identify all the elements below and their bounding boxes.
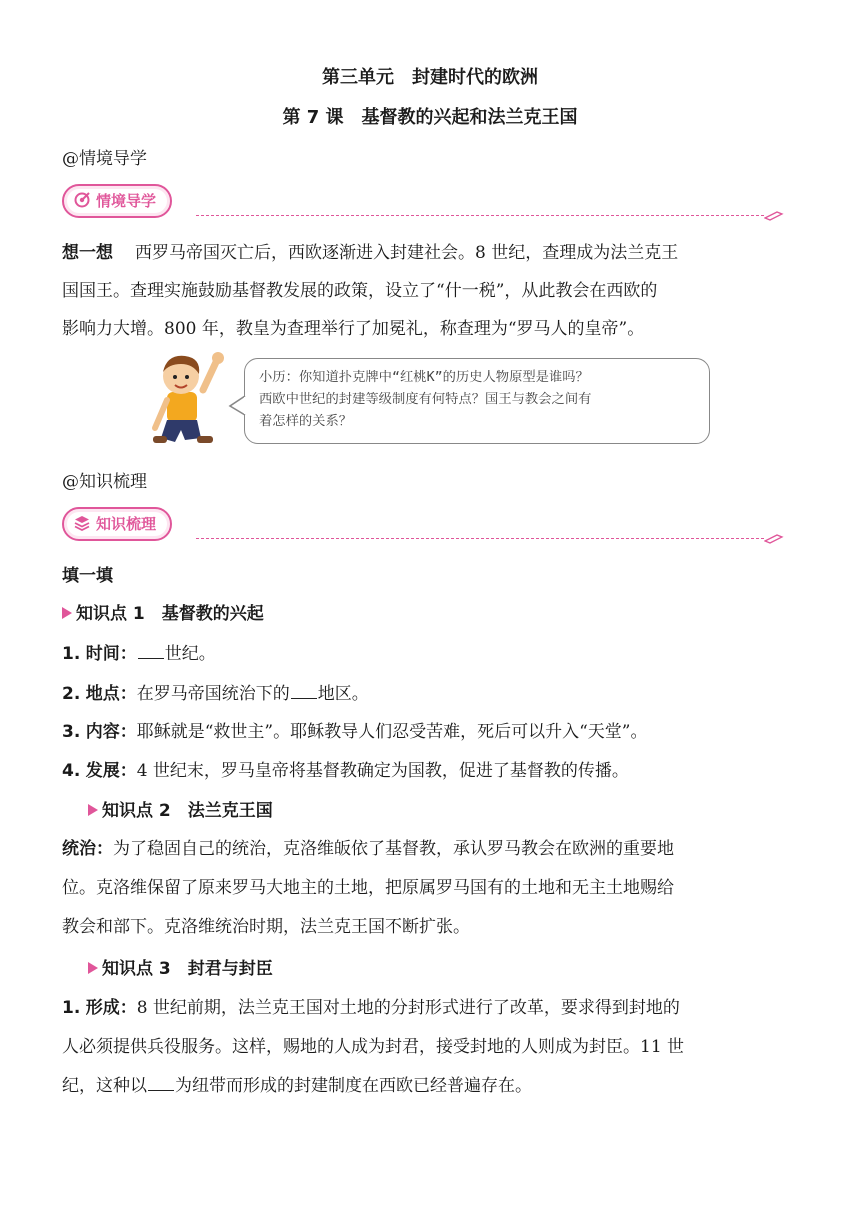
intro-line-2: 国国王。查理实施鼓励基督教发展的政策，设立了“什一税”，从此教会在西欧的 xyxy=(62,281,658,301)
triangle-icon xyxy=(88,804,98,816)
kp3-heading: 知识点 3 封君与封臣 xyxy=(88,954,273,979)
kp2-heading: 知识点 2 法兰克王国 xyxy=(88,796,273,821)
kp2-line-3: 教会和部下。克洛维统治时期，法兰克王国不断扩张。 xyxy=(62,917,470,937)
kp1-item-1: 1. 时间： 世纪。 xyxy=(62,644,216,664)
kp1-heading: 知识点 1 基督教的兴起 xyxy=(62,599,264,624)
knowledge-badge xyxy=(62,507,172,541)
triangle-icon xyxy=(88,962,98,974)
kp1-item-3: 3. 内容：耶稣就是“救世主”。耶稣教导人们忍受苦难，死后可以升入“天堂”。 xyxy=(62,722,648,742)
situation-badge-label: 情境导学 xyxy=(96,192,157,210)
knowledge-badge-label: 知识梳理 xyxy=(96,515,157,533)
pencil-icon xyxy=(764,209,784,221)
kp2-line-2: 位。克洛维保留了原来罗马大地主的土地，把原属罗马国有的土地和无主土地赐给 xyxy=(62,878,674,898)
speech-line-3: 着怎样的关系？ xyxy=(259,414,353,429)
intro-line-1: 想一想 西罗马帝国灭亡后，西欧逐渐进入封建社会。8 世纪，查理成为法兰克王 xyxy=(62,243,679,263)
answer-blank[interactable] xyxy=(138,644,164,659)
answer-blank[interactable] xyxy=(291,684,317,699)
kp3-line-2: 人必须提供兵役服务。这样，赐地的人成为封君，接受封地的人则成为封臣。11 世 xyxy=(62,1037,685,1057)
answer-blank[interactable] xyxy=(148,1076,174,1091)
section-divider xyxy=(196,538,764,539)
pencil-icon xyxy=(764,532,784,544)
boy-cartoon xyxy=(145,350,235,450)
situation-anchor: @情境导学 xyxy=(62,149,147,169)
triangle-icon xyxy=(62,607,72,619)
speech-bubble xyxy=(244,358,710,444)
kp3-line-3: 纪，这种以 为纽带而形成的封建制度在西欧已经普遍存在。 xyxy=(62,1076,532,1096)
fill-title: 填一填 xyxy=(62,566,113,586)
speech-line-2: 西欧中世纪的封建等级制度有何特点？国王与教会之间有 xyxy=(259,392,592,407)
bubble-tail xyxy=(228,395,248,417)
kp1-item-4: 4. 发展：4 世纪末，罗马皇帝将基督教确定为国教，促进了基督教的传播。 xyxy=(62,761,629,781)
lesson-title: 第 7 课 基督教的兴起和法兰克王国 xyxy=(282,107,578,128)
unit-title: 第三单元 封建时代的欧洲 xyxy=(322,67,538,88)
intro-line-3: 影响力大增。800 年，教皇为查理举行了加冕礼，称查理为“罗马人的皇帝”。 xyxy=(62,319,645,339)
kp1-item-2: 2. 地点：在罗马帝国统治下的 地区。 xyxy=(62,684,369,704)
knowledge-anchor: @知识梳理 xyxy=(62,472,147,492)
situation-badge xyxy=(62,184,172,218)
target-icon xyxy=(74,192,90,208)
kp3-line-1: 1. 形成：8 世纪前期，法兰克王国对土地的分封形式进行了改革，要求得到封地的 xyxy=(62,998,680,1018)
kp2-line-1: 统治：为了稳固自己的统治，克洛维皈依了基督教，承认罗马教会在欧洲的重要地 xyxy=(62,839,674,859)
speech-line-1: 小历：你知道扑克牌中“红桃K”的历史人物原型是谁吗？ xyxy=(259,370,589,385)
think-label: 想一想 xyxy=(62,243,113,263)
section-divider xyxy=(196,215,764,216)
layers-icon xyxy=(74,515,90,531)
